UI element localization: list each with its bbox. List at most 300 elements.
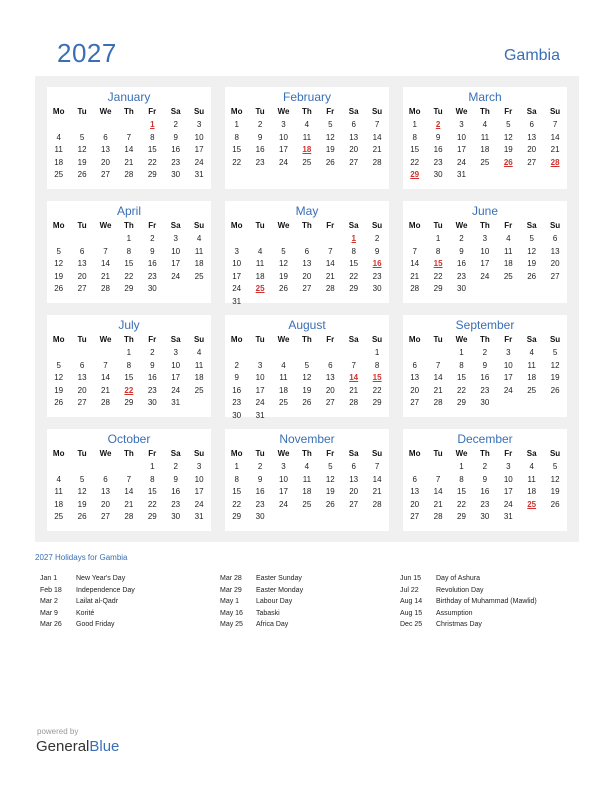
- day-cell: 13: [550, 246, 560, 256]
- day-cell: 11: [54, 487, 63, 496]
- holiday-item: [40, 585, 215, 597]
- day-cell: 5: [304, 360, 310, 370]
- weekday-header: [225, 333, 389, 346]
- day-cell: 20: [77, 271, 87, 281]
- weekday-label: Mo: [408, 449, 421, 458]
- holiday-day-cell: 25: [255, 284, 265, 293]
- day-cell: 18: [527, 373, 537, 382]
- holiday-date: May 1: [220, 598, 240, 605]
- brand-name-part-2: Blue: [89, 738, 120, 755]
- day-cell: 20: [410, 385, 420, 395]
- holiday-day-cell: 1: [150, 120, 155, 129]
- day-cell: 2: [150, 234, 155, 243]
- day-cell: 22: [457, 385, 466, 395]
- weekday-label: Tu: [77, 221, 87, 230]
- day-cell: 6: [79, 246, 85, 256]
- day-cell: 21: [349, 385, 359, 395]
- weekday-label: Tu: [255, 107, 265, 116]
- month-august: [225, 315, 389, 420]
- day-cell: 18: [503, 259, 513, 268]
- day-cell: 19: [325, 145, 335, 154]
- day-cell: 11: [302, 132, 312, 142]
- day-cell: 5: [506, 120, 511, 129]
- day-cell: 8: [126, 360, 132, 370]
- day-cell: 10: [171, 246, 181, 256]
- day-cell: 7: [328, 246, 333, 256]
- day-cell: 27: [410, 398, 420, 407]
- weekday-label: Th: [123, 449, 134, 458]
- holiday-day-cell: 26: [503, 157, 513, 167]
- day-cell: 13: [410, 487, 420, 496]
- day-cell: 24: [194, 499, 204, 509]
- day-cell: 11: [279, 373, 288, 382]
- holiday-name: Lailat al-Qadr: [76, 598, 119, 605]
- weekday-label: Su: [193, 107, 205, 116]
- weekday-label: We: [455, 335, 468, 344]
- day-cell: 15: [457, 487, 466, 496]
- holiday-day-cell: 28: [550, 157, 560, 167]
- day-cell: 7: [552, 120, 558, 129]
- weekday-label: Su: [549, 221, 561, 230]
- day-cell: 3: [234, 246, 239, 256]
- day-cell: 10: [232, 259, 242, 268]
- day-cell: 13: [349, 474, 359, 484]
- day-cell: 24: [279, 157, 288, 167]
- day-cell: 11: [194, 360, 204, 370]
- day-cell: 9: [173, 474, 178, 484]
- day-cell: 26: [325, 499, 335, 509]
- day-cell: 20: [101, 157, 110, 167]
- day-cell: 28: [101, 398, 110, 407]
- day-cell: 19: [54, 385, 64, 395]
- day-cell: 7: [126, 132, 132, 142]
- day-cell: 30: [457, 284, 466, 293]
- day-cell: 26: [527, 271, 537, 281]
- day-cell: 26: [54, 398, 64, 407]
- day-cell: 10: [503, 474, 513, 484]
- day-cell: 14: [372, 474, 382, 484]
- day-cell: 8: [459, 360, 464, 370]
- weekday-label: Su: [371, 221, 383, 230]
- holiday-item: [400, 585, 575, 597]
- day-cell: 17: [503, 487, 513, 496]
- day-cell: 18: [255, 271, 265, 281]
- holiday-date: Mar 9: [40, 609, 58, 617]
- day-cell: 28: [372, 157, 382, 167]
- day-cell: 9: [257, 132, 263, 142]
- holiday-day-cell: 18: [302, 145, 312, 154]
- day-cell: 17: [171, 259, 181, 268]
- day-cell: 12: [54, 373, 64, 382]
- day-cell: 26: [279, 284, 288, 293]
- weekday-label: We: [277, 335, 290, 344]
- weekday-label: Fr: [504, 107, 513, 116]
- month-october: [47, 429, 211, 531]
- day-cell: 27: [77, 398, 87, 407]
- holiday-day-cell: 14: [349, 373, 359, 382]
- day-cell: 1: [126, 234, 132, 243]
- month-name: November: [279, 432, 335, 446]
- day-cell: 26: [54, 284, 64, 293]
- day-cell: 17: [171, 373, 181, 382]
- day-cell: 20: [410, 499, 420, 509]
- day-cell: 31: [255, 410, 265, 420]
- day-cell: 22: [147, 499, 157, 509]
- day-cell: 10: [503, 360, 513, 370]
- weekday-label: Fr: [504, 221, 513, 230]
- weekday-label: Sa: [170, 221, 181, 230]
- day-cell: 13: [101, 145, 110, 154]
- day-cell: 23: [255, 157, 265, 167]
- weekday-label: We: [277, 107, 290, 116]
- month-name: October: [107, 432, 151, 446]
- day-cell: 30: [147, 398, 157, 407]
- day-cell: 17: [457, 145, 466, 154]
- day-cell: 12: [302, 373, 312, 382]
- day-cell: 17: [279, 145, 288, 154]
- day-cell: 21: [433, 385, 443, 395]
- day-cell: 15: [124, 373, 134, 382]
- day-cell: 19: [550, 373, 560, 382]
- day-cell: 13: [410, 373, 420, 382]
- day-cell: 28: [433, 512, 443, 521]
- day-cell: 8: [126, 246, 132, 256]
- day-cell: 24: [480, 271, 490, 281]
- weekday-label: We: [99, 449, 112, 458]
- day-cell: 5: [79, 132, 85, 142]
- holiday-name: Korité: [76, 609, 95, 617]
- day-cell: 22: [232, 499, 242, 509]
- weekday-header: [47, 105, 211, 118]
- holiday-day-cell: 15: [433, 259, 443, 268]
- weekday-label: Sa: [526, 335, 537, 344]
- day-cell: 8: [234, 132, 239, 142]
- holiday-day-cell: 2: [435, 120, 441, 129]
- weekday-header: [403, 447, 567, 460]
- day-cell: 26: [302, 398, 312, 407]
- day-cell: 10: [279, 474, 288, 484]
- day-cell: 3: [482, 234, 488, 243]
- holiday-day-cell: 25: [527, 499, 537, 509]
- day-cell: 4: [196, 348, 202, 357]
- day-cell: 6: [412, 474, 417, 484]
- day-cell: 18: [54, 157, 64, 167]
- day-cell: 11: [527, 360, 536, 370]
- day-cell: 5: [552, 462, 558, 471]
- holiday-date: Mar 26: [40, 621, 62, 628]
- weekday-label: Th: [301, 449, 312, 458]
- weekday-label: Tu: [433, 335, 443, 344]
- day-cell: 16: [147, 373, 157, 382]
- holiday-item: [400, 573, 575, 585]
- day-cell: 15: [232, 487, 242, 496]
- day-cell: 2: [173, 120, 178, 129]
- weekday-label: Su: [193, 221, 205, 230]
- holiday-item: [220, 608, 395, 620]
- day-cell: 15: [349, 259, 359, 268]
- day-cell: 11: [302, 474, 312, 484]
- day-cell: 29: [124, 284, 134, 293]
- day-cell: 16: [147, 259, 157, 268]
- holiday-date: Aug 14: [400, 598, 423, 605]
- holiday-item: [220, 585, 395, 597]
- day-cell: 19: [279, 271, 288, 281]
- day-cell: 30: [147, 284, 157, 293]
- day-cell: 26: [550, 385, 560, 395]
- day-cell: 27: [527, 157, 537, 167]
- day-cell: 4: [506, 234, 511, 243]
- weekday-label: Tu: [255, 221, 265, 230]
- day-cell: 22: [410, 157, 420, 167]
- day-cell: 29: [147, 512, 157, 521]
- holiday-name: Day of Ashura: [436, 575, 480, 582]
- day-cell: 10: [480, 246, 490, 256]
- holiday-date: Mar 28: [220, 575, 242, 582]
- day-cell: 29: [124, 398, 134, 407]
- holiday-date: Mar 2: [40, 598, 58, 605]
- day-cell: 9: [150, 360, 155, 370]
- weekday-label: Tu: [77, 335, 87, 344]
- day-cell: 28: [101, 284, 110, 293]
- day-cell: 3: [506, 348, 511, 357]
- day-cell: 5: [56, 360, 61, 370]
- weekday-label: Sa: [348, 335, 359, 344]
- month-name: September: [455, 318, 515, 332]
- day-cell: 19: [302, 385, 312, 395]
- day-cell: 4: [482, 120, 488, 129]
- day-cell: 4: [257, 246, 263, 256]
- holiday-column: [400, 573, 575, 631]
- day-cell: 3: [173, 348, 178, 357]
- weekday-label: Tu: [255, 335, 265, 344]
- holiday-name: Labour Day: [256, 598, 293, 605]
- day-cell: 23: [480, 499, 490, 509]
- day-cell: 23: [232, 398, 242, 407]
- month-name: March: [468, 90, 502, 104]
- weekday-label: We: [277, 449, 290, 458]
- day-cell: 9: [482, 474, 488, 484]
- month-january: [47, 87, 211, 189]
- month-name: May: [295, 204, 319, 218]
- day-cell: 6: [552, 234, 558, 243]
- day-cell: 16: [171, 487, 181, 496]
- day-cell: 25: [503, 271, 513, 281]
- weekday-header: [225, 447, 389, 460]
- day-cell: 20: [550, 259, 560, 268]
- day-cell: 5: [328, 120, 333, 129]
- day-cell: 21: [124, 157, 134, 167]
- day-cell: 18: [527, 487, 537, 496]
- day-cell: 23: [147, 271, 157, 281]
- weekday-label: Tu: [255, 449, 265, 458]
- weekday-label: Th: [123, 221, 134, 230]
- day-cell: 14: [550, 132, 560, 142]
- calendar-grid: [35, 76, 579, 542]
- holiday-item: [40, 573, 215, 585]
- day-cell: 9: [435, 132, 441, 142]
- day-cell: 23: [255, 499, 265, 509]
- day-cell: 12: [325, 132, 335, 142]
- day-cell: 20: [77, 385, 87, 395]
- day-cell: 28: [433, 398, 443, 407]
- day-cell: 3: [506, 462, 511, 471]
- day-cell: 1: [459, 462, 464, 471]
- day-cell: 11: [504, 246, 513, 256]
- day-cell: 24: [232, 284, 242, 293]
- day-cell: 26: [325, 157, 335, 167]
- weekday-header: [47, 333, 211, 346]
- day-cell: 5: [328, 462, 333, 471]
- day-cell: 15: [232, 145, 242, 154]
- weekday-label: We: [99, 335, 112, 344]
- day-cell: 5: [552, 348, 558, 357]
- holiday-day-cell: 16: [372, 259, 382, 268]
- day-cell: 13: [302, 259, 312, 268]
- day-cell: 10: [279, 132, 288, 142]
- holiday-day-cell: 1: [351, 234, 356, 243]
- day-cell: 17: [279, 487, 288, 496]
- day-cell: 30: [480, 398, 490, 407]
- holiday-item: [220, 573, 395, 585]
- day-cell: 24: [194, 157, 204, 167]
- month-name: July: [118, 318, 140, 332]
- day-cell: 11: [480, 132, 490, 142]
- month-name: January: [107, 90, 151, 104]
- day-cell: 12: [325, 474, 335, 484]
- weekday-label: Sa: [170, 449, 181, 458]
- day-cell: 2: [173, 462, 178, 471]
- day-cell: 22: [124, 271, 134, 281]
- weekday-header: [403, 333, 567, 346]
- weekday-header: [225, 105, 389, 118]
- day-cell: 12: [54, 259, 64, 268]
- day-cell: 9: [482, 360, 488, 370]
- day-cell: 1: [412, 120, 417, 129]
- weekday-label: Th: [123, 335, 134, 344]
- day-cell: 25: [480, 157, 490, 167]
- day-cell: 9: [234, 373, 239, 382]
- day-cell: 25: [54, 170, 64, 179]
- weekday-label: We: [99, 107, 112, 116]
- day-cell: 7: [374, 462, 380, 471]
- month-july: [47, 315, 211, 417]
- day-cell: 14: [410, 259, 420, 268]
- day-cell: 27: [101, 170, 110, 179]
- day-cell: 3: [257, 360, 263, 370]
- brand-logo[interactable]: [36, 738, 119, 755]
- holiday-date: May 25: [220, 621, 243, 628]
- day-cell: 29: [349, 284, 359, 293]
- day-cell: 12: [279, 259, 288, 268]
- holiday-date: Jan 1: [40, 575, 58, 582]
- day-cell: 25: [194, 385, 204, 395]
- day-cell: 27: [101, 512, 110, 521]
- country-title: Gambia: [503, 47, 560, 64]
- month-may: [225, 201, 389, 306]
- holiday-date: May 16: [220, 609, 243, 617]
- day-cell: 4: [304, 120, 310, 129]
- holiday-name: Easter Monday: [256, 586, 304, 594]
- day-cell: 8: [234, 474, 239, 484]
- day-cell: 29: [147, 170, 157, 179]
- day-cell: 15: [147, 145, 157, 154]
- holiday-item: [400, 596, 575, 608]
- day-cell: 21: [433, 499, 443, 509]
- weekday-label: Su: [371, 107, 383, 116]
- holiday-name: Independence Day: [76, 586, 135, 594]
- day-cell: 14: [433, 487, 443, 496]
- weekday-label: Fr: [504, 335, 513, 344]
- weekday-label: Fr: [148, 107, 157, 116]
- weekday-label: Fr: [148, 449, 157, 458]
- holiday-item: [40, 608, 215, 620]
- day-cell: 8: [412, 132, 417, 142]
- day-cell: 18: [194, 259, 204, 268]
- day-cell: 18: [279, 385, 288, 395]
- day-cell: 23: [433, 157, 443, 167]
- day-cell: 4: [56, 474, 61, 484]
- holiday-column: [40, 573, 215, 631]
- day-cell: 10: [194, 132, 204, 142]
- day-cell: 22: [349, 271, 359, 281]
- day-cell: 1: [234, 462, 239, 471]
- day-cell: 15: [124, 259, 134, 268]
- day-cell: 10: [171, 360, 181, 370]
- month-march: [403, 87, 567, 189]
- day-cell: 27: [302, 284, 312, 293]
- day-cell: 20: [302, 271, 312, 281]
- day-cell: 2: [482, 462, 488, 471]
- day-cell: 11: [194, 246, 204, 256]
- weekday-label: Mo: [52, 221, 65, 230]
- weekday-label: Su: [193, 335, 205, 344]
- day-cell: 22: [147, 157, 157, 167]
- day-cell: 12: [527, 246, 537, 256]
- holiday-name: Christmas Day: [436, 621, 482, 628]
- holiday-day-cell: 15: [372, 373, 382, 382]
- weekday-label: Mo: [52, 449, 65, 458]
- day-cell: 21: [101, 385, 110, 395]
- day-cell: 19: [77, 157, 87, 167]
- day-cell: 22: [433, 271, 443, 281]
- day-cell: 7: [351, 360, 356, 370]
- holiday-name: Birthday of Muhammad (Mawlid): [436, 598, 537, 605]
- day-cell: 29: [372, 398, 382, 407]
- day-cell: 24: [171, 271, 181, 281]
- day-cell: 5: [529, 234, 534, 243]
- holidays-title: 2027 Holidays for Gambia: [35, 553, 128, 562]
- day-cell: 19: [77, 499, 87, 509]
- day-cell: 28: [124, 170, 134, 179]
- day-cell: 12: [550, 474, 560, 484]
- day-cell: 18: [480, 145, 490, 154]
- day-cell: 4: [281, 360, 286, 370]
- weekday-label: Sa: [526, 449, 537, 458]
- month-february: [225, 87, 389, 189]
- holiday-date: Mar 29: [220, 586, 242, 594]
- day-cell: 3: [196, 462, 202, 471]
- day-cell: 30: [372, 284, 382, 293]
- day-cell: 2: [150, 348, 155, 357]
- day-cell: 25: [302, 157, 312, 167]
- day-cell: 2: [234, 360, 239, 370]
- day-cell: 12: [550, 360, 560, 370]
- day-cell: 16: [255, 145, 265, 154]
- weekday-label: Th: [479, 107, 490, 116]
- day-cell: 25: [302, 499, 312, 509]
- holiday-date: Feb 18: [40, 586, 62, 594]
- day-cell: 5: [281, 246, 286, 256]
